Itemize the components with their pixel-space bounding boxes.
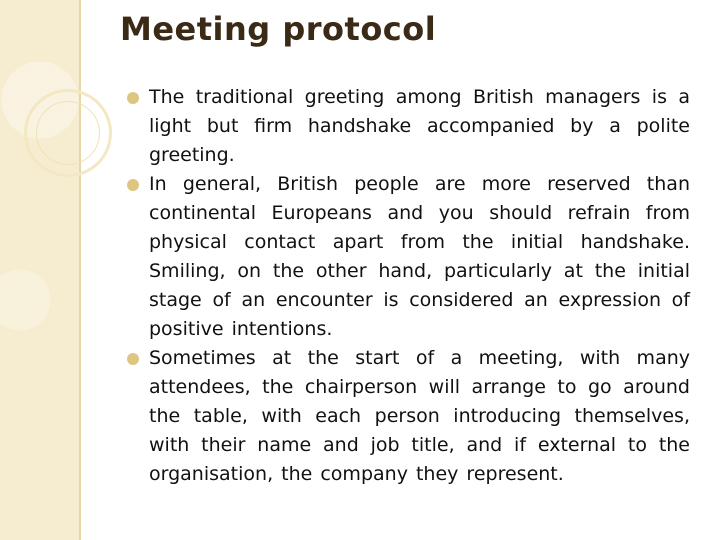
bullet-item [120, 170, 690, 344]
bullet-item [120, 344, 690, 489]
decorative-inner-ring [36, 101, 100, 165]
bullet-list [120, 83, 690, 489]
decorative-side-band [0, 0, 79, 540]
side-band-divider [79, 0, 81, 540]
bullet-text: The traditional greeting among British managers is a light but firm handshake accompanied by a polite greeting. [149, 86, 690, 166]
bullet-dot-icon [127, 353, 139, 365]
side-band-texture [0, 0, 79, 540]
bullet-text: Sometimes at the start of a meeting, with many attendees, the chairperson will arrange to go around the table, with each person introducing themselves, with their name and job title, and if external to the organisation, the company they represent. [149, 347, 690, 485]
bullet-text: In general, British people are more reserved than continental Europeans and you should refrain from physical contact apart from the initial handshake. Smiling, on the other hand, particularly at the initial stage of an encounter is considered an expression of positive intentions. [149, 173, 690, 340]
bullet-dot-icon [127, 92, 139, 104]
slide-title: Meeting protocol [120, 10, 437, 48]
bullet-dot-icon [127, 179, 139, 191]
bullet-item [120, 83, 690, 170]
